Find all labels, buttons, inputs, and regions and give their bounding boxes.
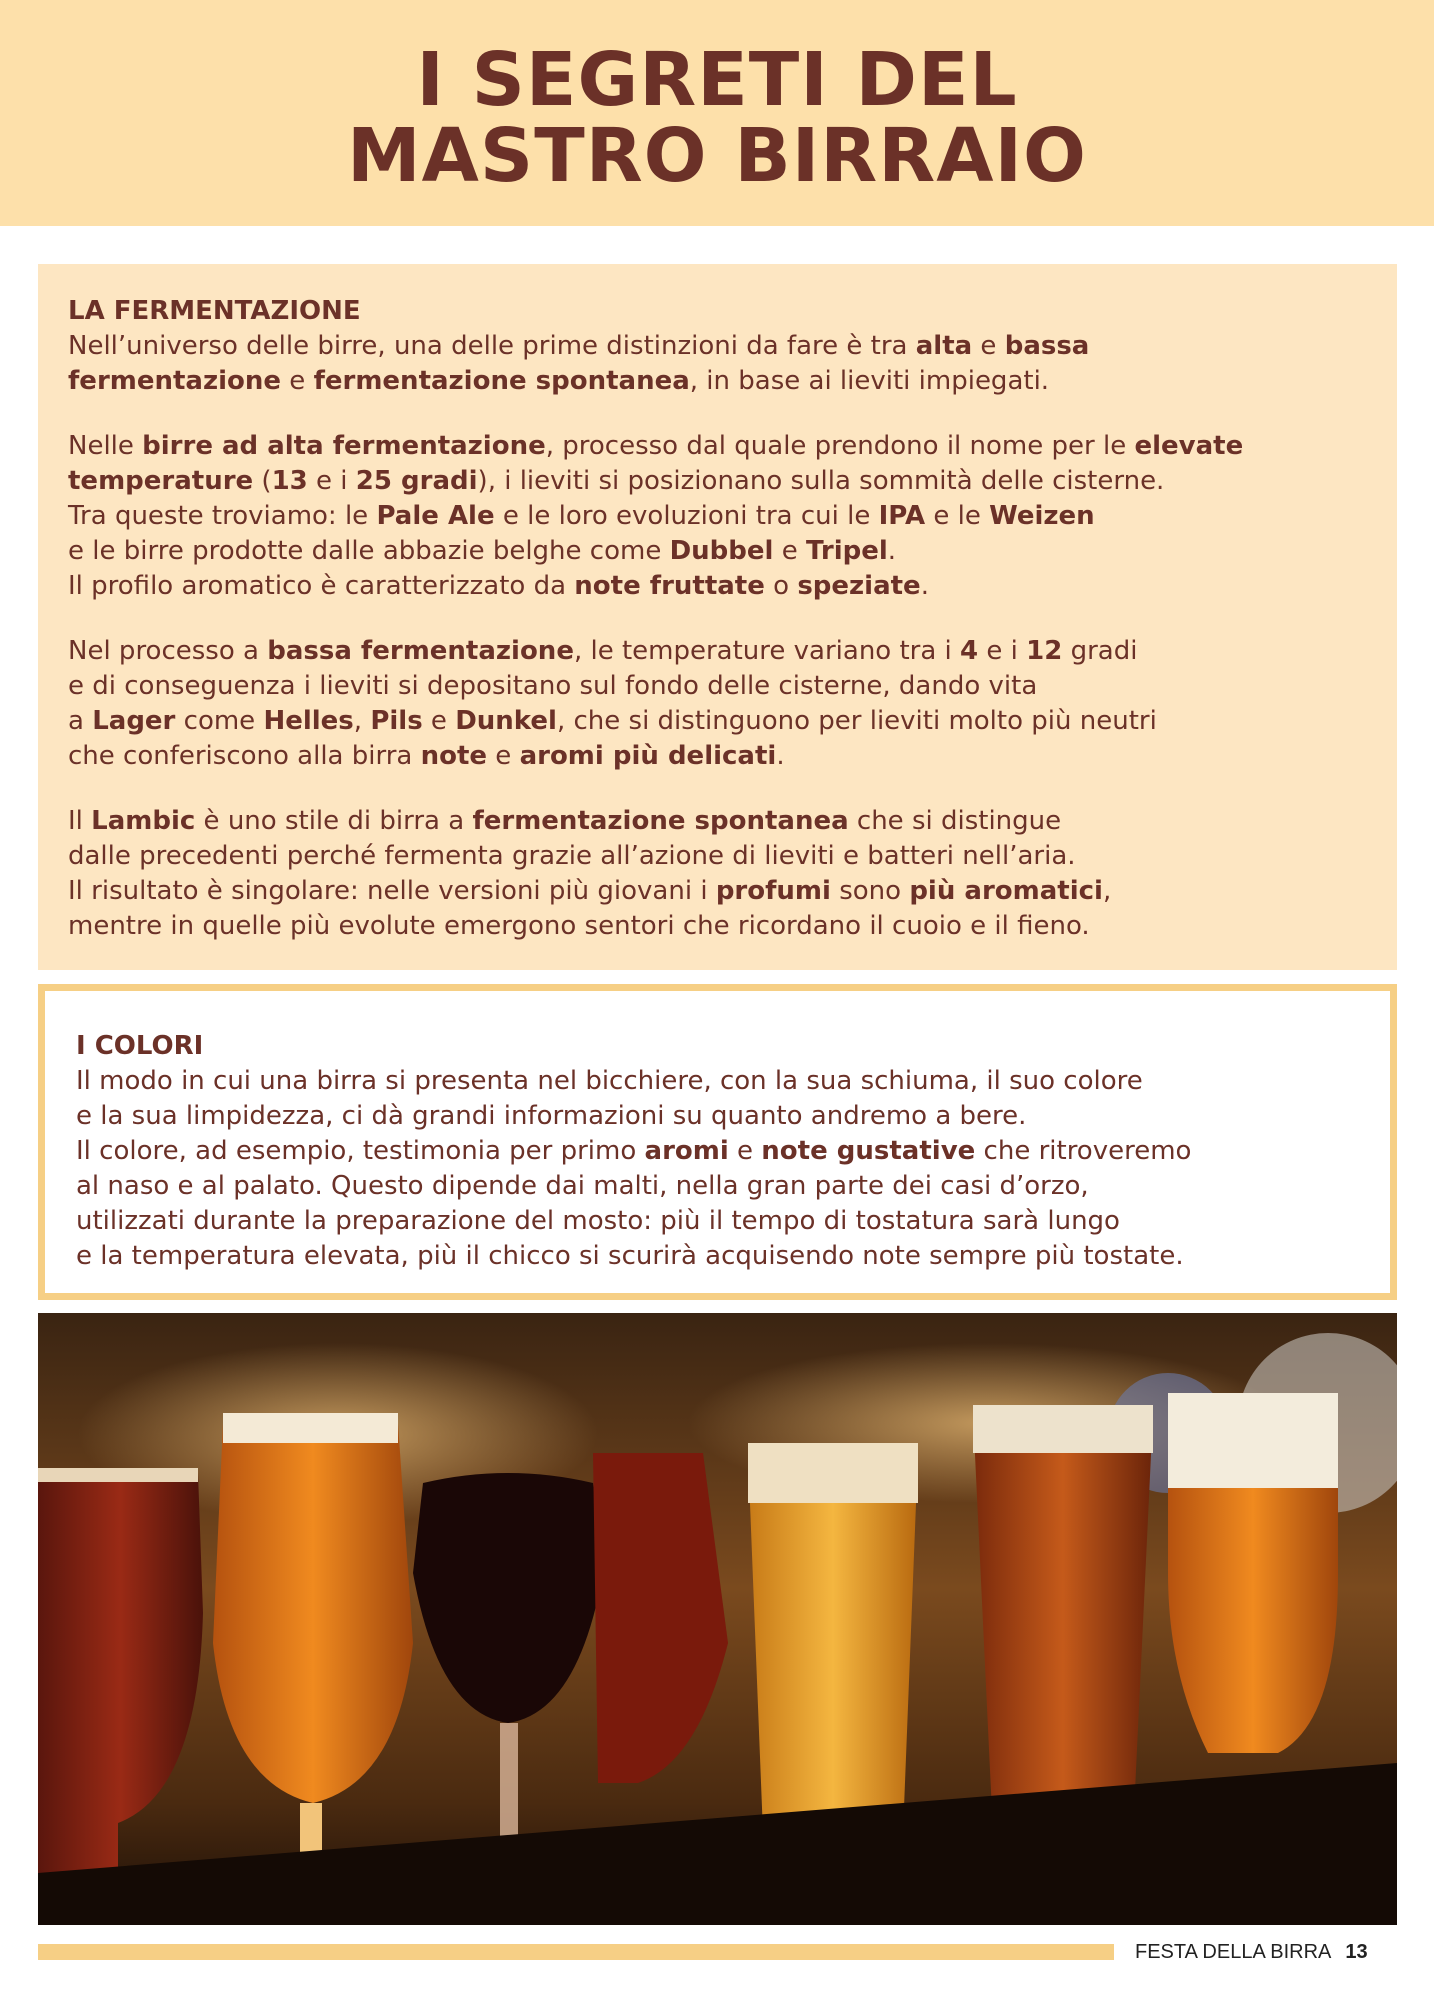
text-line	[68, 634, 1243, 669]
text-run: gradi	[1062, 636, 1138, 666]
text-line	[76, 1064, 1191, 1099]
text-line	[76, 1099, 1191, 1134]
fermentazione-paragraph-4	[68, 804, 1243, 944]
page-number: 13	[1345, 1941, 1368, 1963]
text-run: dalle precedenti perché fermenta grazie all’azione di lieviti e batteri nell’aria.	[68, 841, 1076, 871]
fermentazione-paragraph-1	[68, 329, 1243, 399]
text-line	[76, 1204, 1191, 1239]
text-run: e	[422, 706, 456, 736]
bold-text: Dunkel	[455, 706, 557, 736]
bold-text: bassa fermentazione	[267, 636, 574, 666]
text-run: a	[68, 706, 93, 736]
text-run: Tra queste troviamo: le	[68, 501, 377, 531]
bold-text: Weizen	[989, 501, 1095, 531]
title-line-1: I SEGRETI DEL	[416, 37, 1018, 123]
text-line	[68, 909, 1243, 944]
text-run: ), i lieviti si posizionano sulla sommità delle cisterne.	[477, 466, 1165, 496]
bold-text: Pale Ale	[376, 501, 495, 531]
text-run: ,	[353, 706, 371, 736]
bold-text: alta	[915, 331, 973, 361]
text-run: Nell’universo delle birre, una delle prime distinzioni da fare è tra	[68, 331, 916, 361]
text-line	[68, 329, 1243, 364]
bold-text: IPA	[878, 501, 926, 531]
fermentazione-text	[68, 294, 1243, 944]
text-line	[76, 1239, 1191, 1274]
bold-text: 4	[960, 636, 979, 666]
colori-heading: I COLORI	[76, 1031, 204, 1061]
bold-text: 12	[1026, 636, 1063, 666]
text-run: e le	[925, 501, 990, 531]
text-line	[68, 569, 1243, 604]
text-run: , in base ai lieviti impiegati.	[689, 366, 1050, 396]
text-run: , che si distinguono per lieviti molto più neutri	[556, 706, 1157, 736]
text-run: come	[175, 706, 264, 736]
text-run: e di conseguenza i lieviti si depositano sul fondo delle cisterne, dando vita	[68, 671, 1038, 701]
text-run: che ritroveremo	[975, 1136, 1192, 1166]
text-run: , processo dal quale prendono il nome per le	[545, 431, 1135, 461]
header-band	[0, 0, 1434, 226]
bold-text: Tripel	[806, 536, 888, 566]
colori-paragraph-1	[76, 1064, 1191, 1274]
text-line	[68, 464, 1243, 499]
text-line	[68, 364, 1243, 399]
bold-text: fermentazione spontanea	[472, 806, 849, 836]
text-line	[68, 839, 1243, 874]
bold-text: più aromatici	[909, 876, 1103, 906]
bold-text: Pils	[370, 706, 423, 736]
text-run: Il colore, ad esempio, testimonia per primo	[76, 1136, 645, 1166]
text-run: .	[776, 741, 785, 771]
fermentazione-panel	[38, 264, 1397, 970]
bold-text: Dubbel	[669, 536, 774, 566]
text-run: Il modo in cui una birra si presenta nel bicchiere, con la sua schiuma, il suo colore	[76, 1066, 1143, 1096]
bold-text: fermentazione spontanea	[313, 366, 690, 396]
text-run: Nelle	[68, 431, 143, 461]
beer-glasses-illustration	[38, 1313, 1397, 1925]
bold-text: Helles	[263, 706, 354, 736]
bold-text: note	[420, 741, 488, 771]
text-run: e la temperatura elevata, più il chicco si scurirà acquisendo note sempre più tostate.	[76, 1241, 1184, 1271]
text-run: e	[972, 331, 1005, 361]
bold-text: bassa	[1004, 331, 1090, 361]
text-run: Nel processo a	[68, 636, 268, 666]
text-line	[76, 1134, 1191, 1169]
text-run: e la sua limpidezza, ci dà grandi informazioni su quanto andremo a bere.	[76, 1101, 1027, 1131]
bold-text: fermentazione	[68, 366, 282, 396]
text-line	[68, 499, 1243, 534]
page-title	[0, 37, 1434, 199]
text-run: e	[487, 741, 520, 771]
bold-text: aromi	[644, 1136, 729, 1166]
text-run: sono	[830, 876, 910, 906]
text-line	[68, 534, 1243, 569]
text-line	[68, 704, 1243, 739]
fermentazione-heading: LA FERMENTAZIONE	[68, 296, 361, 326]
text-line	[68, 429, 1243, 464]
text-run: e	[281, 366, 314, 396]
text-run: e i	[307, 466, 356, 496]
text-run: o	[764, 571, 798, 601]
footer	[1135, 1940, 1368, 1964]
bold-text: profumi	[715, 876, 831, 906]
bold-text: temperature	[68, 466, 254, 496]
text-line	[68, 874, 1243, 909]
text-run: e le birre prodotte dalle abbazie belghe come	[68, 536, 670, 566]
text-line	[68, 739, 1243, 774]
bold-text: 13	[271, 466, 308, 496]
text-run: .	[887, 536, 897, 566]
colori-panel	[38, 984, 1397, 1300]
bold-text: note fruttate	[574, 571, 765, 601]
bold-text: note gustative	[761, 1136, 976, 1166]
text-run: , le temperature variano tra i	[573, 636, 961, 666]
bold-text: aromi più delicati	[519, 741, 777, 771]
text-run: e i	[978, 636, 1027, 666]
text-run: e le loro evoluzioni tra cui le	[494, 501, 879, 531]
bold-text: speziate	[797, 571, 921, 601]
bold-text: birre ad alta fermentazione	[142, 431, 546, 461]
bold-text: Lager	[92, 706, 176, 736]
colori-text	[76, 1029, 1191, 1274]
text-line	[76, 1169, 1191, 1204]
footer-bar	[38, 1944, 1114, 1960]
text-run: .	[920, 571, 929, 601]
text-run: e	[728, 1136, 762, 1166]
text-line	[68, 669, 1243, 704]
bold-text: elevate	[1134, 431, 1244, 461]
text-run: che si distingue	[848, 806, 1062, 836]
text-run: Il profilo aromatico è caratterizzato da	[68, 571, 575, 601]
text-run: ,	[1102, 876, 1112, 906]
text-run: che conferiscono alla birra	[68, 741, 421, 771]
text-run: Il	[68, 806, 92, 836]
fermentazione-paragraph-3	[68, 634, 1243, 774]
text-run: utilizzati durante la preparazione del mosto: più il tempo di tostatura sarà lungo	[76, 1206, 1120, 1236]
fermentazione-paragraph-2	[68, 429, 1243, 604]
title-line-2: MASTRO BIRRAIO	[347, 113, 1087, 199]
bold-text: Lambic	[91, 806, 196, 836]
footer-label: FESTA DELLA BIRRA	[1135, 1941, 1332, 1963]
text-run: e	[773, 536, 806, 566]
beer-glasses-photo	[38, 1313, 1397, 1925]
text-run: (	[253, 466, 272, 496]
text-run: al naso e al palato. Questo dipende dai malti, nella gran parte dei casi d’orzo,	[76, 1171, 1089, 1201]
text-run: è uno stile di birra a	[195, 806, 473, 836]
text-line	[68, 804, 1243, 839]
text-run: Il risultato è singolare: nelle versioni più giovani i	[68, 876, 716, 906]
bold-text: 25 gradi	[355, 466, 478, 496]
text-run: mentre in quelle più evolute emergono sentori che ricordano il cuoio e il fieno.	[68, 911, 1090, 941]
